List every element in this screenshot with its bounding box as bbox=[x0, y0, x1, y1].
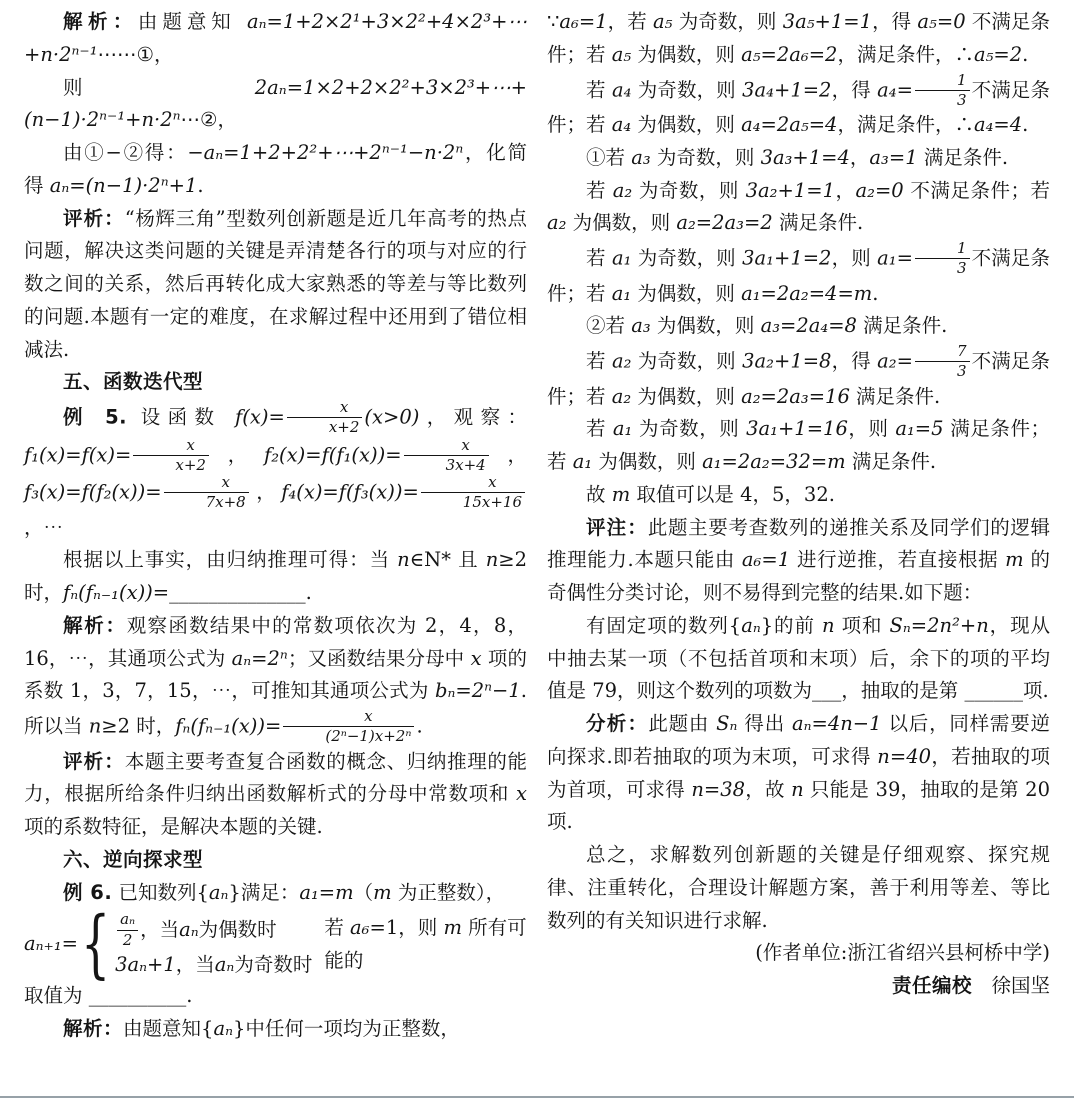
text-run: . bbox=[197, 173, 204, 197]
math-run: a₁ bbox=[611, 281, 632, 305]
text-run: 为奇数，则 bbox=[632, 178, 746, 202]
bold-label: 解析： bbox=[63, 10, 138, 33]
text-run: ⋯⋯①， bbox=[97, 42, 174, 66]
text-run: }的前 bbox=[760, 613, 822, 637]
math-run: a₄=4 bbox=[973, 113, 1023, 136]
text-run: 若 bbox=[324, 915, 351, 939]
math-run: a₃ bbox=[631, 314, 651, 338]
text-run: 进行逆推，若直接根据 bbox=[790, 548, 1006, 572]
math-run: a₁=2a₂=32=m bbox=[702, 450, 846, 473]
text-run: ②若 bbox=[586, 314, 632, 338]
math-run: f₂(x)=f(f₁(x))= bbox=[263, 442, 402, 466]
math-fraction bbox=[287, 399, 363, 437]
math-fraction bbox=[117, 911, 138, 949]
fraction-denominator: 7x+8 bbox=[205, 493, 246, 512]
math-run: a₁=5 bbox=[895, 417, 944, 441]
text-run: 为偶数，则 bbox=[631, 384, 742, 408]
math-run: n=40 bbox=[877, 744, 932, 768]
text-run: . bbox=[1022, 113, 1029, 136]
text-run: ，若抽取的项为首项，可求得 bbox=[547, 744, 1050, 801]
math-fraction bbox=[915, 72, 970, 110]
paragraph bbox=[24, 6, 527, 72]
paragraph bbox=[547, 413, 1050, 479]
text-run: 项的系数特征，是解决本题的关键. bbox=[24, 815, 323, 838]
text-run: ∵ bbox=[547, 10, 560, 33]
math-run: 3a₅+1=1 bbox=[782, 10, 873, 33]
math-run: aₙ bbox=[208, 880, 229, 904]
text-run: . bbox=[416, 714, 423, 738]
text-run: 为奇数，则 bbox=[632, 417, 747, 441]
paragraph bbox=[24, 72, 527, 138]
paragraph bbox=[547, 708, 1050, 839]
math-run: aₙ₊₁= bbox=[24, 932, 78, 956]
text-run: ，则 bbox=[847, 417, 896, 441]
math-fraction bbox=[915, 343, 970, 381]
text-run: }中任何一项均为正整数， bbox=[232, 1016, 460, 1040]
text-run: 不满足条件；若 bbox=[547, 10, 1051, 66]
math-run: a₁=m bbox=[299, 880, 354, 904]
math-run: 3a₄+1=2 bbox=[742, 77, 832, 101]
text-run: ，现从中抽去某一项（不包括首项和末项）后，余下的项的平均值是 79，则这个数列的项数为___，抽取的是第 ______项. bbox=[547, 613, 1050, 703]
cases-lhs bbox=[24, 928, 78, 961]
text-run: 则 bbox=[63, 75, 255, 99]
text-run: ，故 bbox=[745, 777, 792, 801]
paragraph bbox=[24, 203, 527, 367]
cases-row bbox=[115, 952, 312, 978]
text-run: 为偶数，则 bbox=[592, 450, 703, 473]
fraction-numerator: x bbox=[133, 437, 209, 456]
math-run: a₂=2a₃=2 bbox=[676, 211, 773, 235]
text-run: ，若 bbox=[607, 10, 654, 33]
text-run: ， bbox=[490, 442, 527, 466]
math-run: aₙ bbox=[741, 613, 761, 637]
math-run: a₅=0 bbox=[917, 10, 966, 33]
math-run: a₆=1 bbox=[741, 548, 791, 572]
text-run: . bbox=[1022, 42, 1029, 66]
math-fraction bbox=[404, 437, 489, 475]
math-run: a₁= bbox=[877, 246, 913, 270]
text-run: 根据以上事实，由归纳推理可得：当 bbox=[63, 548, 398, 572]
text-run: =1，则 bbox=[369, 915, 444, 939]
text-run: 设函数 bbox=[127, 405, 236, 429]
fraction-denominator: 3 bbox=[956, 90, 967, 109]
text-run: 为偶数时 bbox=[198, 917, 277, 941]
math-run: a₃=1 bbox=[869, 145, 918, 169]
math-run: aₙ bbox=[179, 917, 199, 941]
text-run: 满足条件. bbox=[849, 384, 941, 408]
text-run: 不满足条件；若 bbox=[547, 349, 1050, 408]
fraction-numerator: 1 bbox=[915, 240, 970, 259]
text-run: 为偶数，则 bbox=[566, 211, 677, 235]
text-run: 为奇数，则 bbox=[631, 77, 743, 101]
text-run: (作者单位:浙江省绍兴县柯桥中学) bbox=[755, 941, 1050, 965]
math-run: a₆=1 bbox=[559, 10, 608, 33]
fraction-numerator: x bbox=[421, 474, 525, 493]
math-run: f(x)= bbox=[235, 405, 285, 429]
text-run: 为奇数时 bbox=[234, 952, 313, 976]
text-run: 不满足条件；若 bbox=[903, 178, 1050, 202]
math-run: a₁ bbox=[612, 417, 633, 441]
text-run: 为正整数）， bbox=[391, 880, 506, 904]
math-run: n bbox=[821, 613, 835, 637]
fraction-denominator: x+2 bbox=[328, 418, 360, 437]
math-run: bₙ=2ⁿ−1 bbox=[435, 679, 521, 703]
math-run: 2aₙ=1×2+2×2²+3×2³+⋯+(n−1)·2ⁿ⁻¹+n·2ⁿ bbox=[24, 75, 527, 132]
text-run: ，满足条件，∴ bbox=[837, 113, 974, 136]
text-run: 为奇数，则 bbox=[672, 10, 783, 33]
fraction-numerator: aₙ bbox=[117, 911, 138, 930]
text-run: 为偶数，则 bbox=[631, 42, 742, 66]
text-run: ， bbox=[834, 178, 856, 202]
text-run: 若 bbox=[586, 349, 612, 373]
paragraph bbox=[547, 6, 1050, 72]
math-run: Sₙ bbox=[716, 712, 738, 735]
paragraph bbox=[547, 479, 1050, 512]
text-run: ，观察： bbox=[419, 405, 527, 429]
text-run: 取值为 __________. bbox=[24, 984, 193, 1008]
fraction-numerator: x bbox=[164, 474, 249, 493]
paragraph bbox=[547, 310, 1050, 343]
text-run: 若 bbox=[586, 417, 613, 441]
paragraph bbox=[547, 240, 1050, 310]
math-run: n bbox=[791, 777, 804, 801]
math-run: f₃(x)=f(f₂(x))= bbox=[24, 480, 162, 504]
cases-rows bbox=[115, 911, 312, 978]
text-run: ， bbox=[849, 145, 870, 169]
text-run: 为偶数，则 bbox=[631, 113, 742, 136]
math-run: a₂ bbox=[547, 211, 567, 235]
text-run: 观察函数结果中的常数项依次为 2，4，8，16，⋯，其通项公式为 bbox=[24, 613, 527, 670]
paragraph bbox=[24, 544, 527, 610]
paragraph bbox=[24, 610, 527, 746]
math-run: a₅=2 bbox=[973, 42, 1023, 66]
math-run: n bbox=[397, 548, 410, 572]
text-run: ，得 bbox=[872, 10, 918, 33]
text-run: “杨辉三角”型数列创新题是近几年高考的热点问题，解决这类问题的关键是弄清楚各行的项与对应的行数之间的关系，然后再转化成大家熟悉的等差与等比数列的问题.本题有一定的难度，在求解过程中还用到了错位相减法. bbox=[24, 206, 527, 361]
math-run: n bbox=[485, 548, 499, 572]
text-run: 此题由 bbox=[648, 712, 717, 735]
text-run: ，⋯ bbox=[24, 515, 64, 539]
paragraph bbox=[547, 512, 1050, 610]
text-run: ，则 bbox=[831, 246, 878, 270]
math-run: aₙ=4n−1 bbox=[791, 712, 882, 735]
math-run: a₂ bbox=[611, 349, 632, 373]
text-run: 此题主要考查数列的递推关系及同学们的逻辑推理能力.本题只能由 bbox=[547, 515, 1050, 572]
fraction-denominator: 3 bbox=[956, 259, 967, 278]
math-run: a₄ bbox=[611, 113, 632, 136]
text-run: 满足条件. bbox=[845, 450, 937, 473]
math-run: a₂=2a₃=16 bbox=[741, 384, 850, 408]
column-left bbox=[24, 6, 527, 1046]
text-run: 满足条件. bbox=[917, 145, 1009, 169]
section-heading bbox=[24, 366, 527, 399]
math-run: 3a₁+1=16 bbox=[746, 417, 848, 441]
column-right bbox=[547, 6, 1050, 1046]
bold-label: 解析： bbox=[63, 613, 127, 637]
paragraph bbox=[547, 610, 1050, 708]
bold-label: 分析： bbox=[586, 712, 649, 735]
math-run: x bbox=[470, 646, 482, 670]
cases-row bbox=[115, 911, 312, 949]
text-run: 只能是 39，抽取的是第 20 项. bbox=[547, 777, 1050, 834]
bold-label: 五、函数迭代型 bbox=[63, 370, 204, 394]
text-run: 的奇偶性分类讨论，则不易得到完整的结果.如下题： bbox=[547, 548, 1050, 604]
text-run: ，得 bbox=[831, 77, 878, 101]
math-run: n bbox=[88, 714, 102, 738]
fraction-numerator: 7 bbox=[915, 343, 970, 362]
math-run: a₄ bbox=[611, 77, 632, 101]
text-run: ；又函数结果分母中 bbox=[287, 646, 471, 670]
math-run: a₂ bbox=[611, 384, 632, 408]
math-run: 3a₃+1=4 bbox=[760, 145, 850, 169]
math-run: fₙ(fₙ₋₁(x))= bbox=[175, 714, 282, 738]
math-run: x bbox=[516, 782, 527, 806]
math-run: a₁ bbox=[572, 450, 593, 473]
paragraph bbox=[24, 1013, 527, 1046]
math-run: a₅ bbox=[653, 10, 673, 33]
text-run: ，满足条件，∴ bbox=[837, 42, 974, 66]
text-run: 由题意知{ bbox=[123, 1016, 214, 1040]
math-run: aₙ=1+2×2¹+3×2²+4×2³+⋯+n·2ⁿ⁻¹ bbox=[24, 10, 527, 66]
text-run: 不满足条件；若 bbox=[547, 77, 1050, 136]
math-fraction bbox=[421, 474, 525, 512]
paragraph bbox=[547, 839, 1050, 937]
math-run: 3a₁+1=2 bbox=[742, 246, 832, 270]
math-run: f₄(x)=f(f₃(x))= bbox=[281, 480, 419, 504]
bottom-rule bbox=[0, 1096, 1074, 1098]
math-run: 3a₂+1=8 bbox=[742, 349, 832, 373]
math-fraction bbox=[915, 240, 970, 278]
math-run: m bbox=[611, 482, 631, 506]
bold-label: 例 6. bbox=[63, 880, 113, 904]
section-heading bbox=[24, 844, 527, 877]
bold-label: 评注： bbox=[586, 515, 648, 539]
math-run: aₙ bbox=[214, 952, 235, 976]
paragraph bbox=[547, 343, 1050, 413]
fraction-denominator: 15x+16 bbox=[462, 493, 522, 512]
text-run: 徐国坚 bbox=[971, 974, 1050, 997]
text-run: ， bbox=[210, 442, 264, 466]
fraction-numerator: 1 bbox=[915, 72, 970, 91]
math-run: aₙ=(n−1)·2ⁿ+1 bbox=[49, 173, 198, 197]
text-run: 为奇数，则 bbox=[631, 349, 743, 373]
piecewise-definition bbox=[24, 901, 527, 988]
bold-label: 评析： bbox=[63, 206, 125, 230]
paragraph bbox=[547, 72, 1050, 142]
text-run: 不满足条件；若 bbox=[547, 246, 1050, 305]
math-run: a₁=2a₂=4=m bbox=[741, 281, 873, 305]
text-run: ______________. bbox=[169, 581, 312, 604]
text-run: 为偶数，则 bbox=[631, 281, 742, 305]
text-run: 以后，同样需要逆向探求.即若抽取的项为末项，可求得 bbox=[547, 712, 1050, 768]
math-run: n=38 bbox=[691, 777, 746, 801]
fraction-numerator: x bbox=[283, 708, 414, 727]
text-run: ，当 bbox=[140, 917, 180, 941]
math-fraction bbox=[133, 437, 209, 475]
text-run: }满足： bbox=[228, 880, 300, 904]
paragraph bbox=[24, 399, 527, 544]
math-run: a₄= bbox=[877, 77, 913, 101]
text-run: 有固定项的数列{ bbox=[586, 613, 742, 637]
bold-label: 解析： bbox=[63, 1016, 124, 1040]
paragraph bbox=[547, 175, 1050, 241]
math-run: 3aₙ+1 bbox=[115, 952, 176, 976]
math-run: a₃=2a₄=8 bbox=[760, 314, 857, 338]
text-run: ≥2 时， bbox=[24, 548, 527, 604]
text-run: .所以当 bbox=[24, 679, 527, 738]
paragraph bbox=[547, 142, 1050, 175]
math-run: fₙ(fₙ₋₁(x))= bbox=[63, 581, 170, 604]
math-run: aₙ=2ⁿ bbox=[231, 646, 288, 670]
text-run: 若 bbox=[586, 246, 612, 270]
text-run: ⋯②， bbox=[180, 108, 238, 132]
paragraph bbox=[547, 937, 1050, 970]
bold-label: 责任编校 bbox=[891, 974, 972, 997]
math-run: a₃ bbox=[631, 145, 651, 169]
text-run: 由题意知 bbox=[137, 10, 247, 33]
text-run: 总之，求解数列创新题的关键是仔细观察、探究规律、注重转化，合理设计解题方案，善于利用等差、等比数列的有关知识进行求解. bbox=[547, 843, 1050, 932]
math-run: a₄=2a₅=4 bbox=[741, 113, 838, 136]
text-run: 得出 bbox=[737, 712, 792, 735]
math-run: a₅=2a₆=2 bbox=[741, 42, 838, 66]
math-run: a₁ bbox=[611, 246, 632, 270]
math-run: m bbox=[1005, 548, 1024, 572]
text-run: ，得 bbox=[831, 349, 878, 373]
text-run: 本题主要考查复合函数的概念、归纳推理的能力，根据所给条件归纳出函数解析式的分母中常数项和 bbox=[24, 749, 527, 806]
text-run: 为奇数，则 bbox=[650, 145, 761, 169]
paragraph bbox=[547, 970, 1050, 1003]
cases-side-text bbox=[324, 912, 527, 978]
bold-label: 评析： bbox=[63, 749, 125, 773]
math-fraction bbox=[283, 708, 414, 746]
math-run: (x>0) bbox=[364, 405, 420, 429]
math-run: a₆ bbox=[350, 915, 370, 939]
math-run: aₙ bbox=[213, 1016, 233, 1040]
fraction-denominator: (2ⁿ−1)x+2ⁿ bbox=[325, 727, 412, 746]
text-run: 由①−②得： bbox=[63, 141, 188, 164]
text-run: 若 bbox=[586, 178, 613, 202]
fraction-numerator: x bbox=[287, 399, 363, 418]
text-run: 满足条件. bbox=[772, 211, 864, 235]
text-run: 为奇数，则 bbox=[631, 246, 743, 270]
text-run: 项的系数 1，3，7，15，⋯，可推知其通项公式为 bbox=[24, 646, 528, 703]
text-run: ≥2 时， bbox=[101, 714, 176, 738]
text-run: 项和 bbox=[834, 613, 890, 637]
math-run: a₂ bbox=[612, 178, 633, 202]
fraction-denominator: 3 bbox=[956, 362, 967, 381]
paragraph bbox=[24, 137, 527, 203]
text-run: ， bbox=[250, 480, 282, 504]
math-run: m bbox=[443, 915, 462, 939]
text-run: ①若 bbox=[586, 145, 632, 169]
math-run: a₂= bbox=[877, 349, 913, 373]
text-run: 已知数列{ bbox=[112, 880, 209, 904]
text-run: . bbox=[872, 281, 879, 305]
two-column-layout bbox=[24, 6, 1050, 1046]
math-fraction bbox=[164, 474, 249, 512]
math-run: a₅ bbox=[611, 42, 632, 66]
text-run: ，当 bbox=[175, 952, 215, 976]
fraction-numerator: x bbox=[404, 437, 489, 456]
text-run: 满足条件；若 bbox=[547, 417, 1051, 473]
text-run: ，化简得 bbox=[24, 141, 527, 197]
fraction-denominator: 2 bbox=[122, 930, 133, 949]
text-run: 故 bbox=[586, 482, 612, 506]
left-brace: { bbox=[80, 901, 111, 988]
text-run: 所有可能的 bbox=[324, 915, 527, 972]
bold-label: 六、逆向探求型 bbox=[63, 847, 204, 871]
paragraph bbox=[24, 746, 527, 844]
math-run: 3a₂+1=1 bbox=[745, 178, 835, 202]
fraction-denominator: 3x+4 bbox=[445, 455, 486, 474]
text-run: （ bbox=[353, 880, 374, 904]
text-run: 取值可以是 4，5，32. bbox=[630, 482, 835, 506]
math-run: m bbox=[373, 880, 392, 904]
text-run: 若 bbox=[586, 77, 612, 101]
fraction-denominator: x+2 bbox=[175, 455, 206, 474]
bold-label: 例 5. bbox=[63, 405, 128, 429]
math-run: Sₙ=2n²+n bbox=[889, 613, 989, 637]
text-run: ∈N* 且 bbox=[409, 548, 486, 572]
math-run: a₂=0 bbox=[855, 178, 904, 202]
math-run: −aₙ=1+2+2²+⋯+2ⁿ⁻¹−n·2ⁿ bbox=[187, 141, 464, 164]
text-run: 为偶数，则 bbox=[650, 314, 761, 338]
text-run: 满足条件. bbox=[856, 314, 948, 338]
math-run: f₁(x)=f(x)= bbox=[24, 442, 132, 466]
